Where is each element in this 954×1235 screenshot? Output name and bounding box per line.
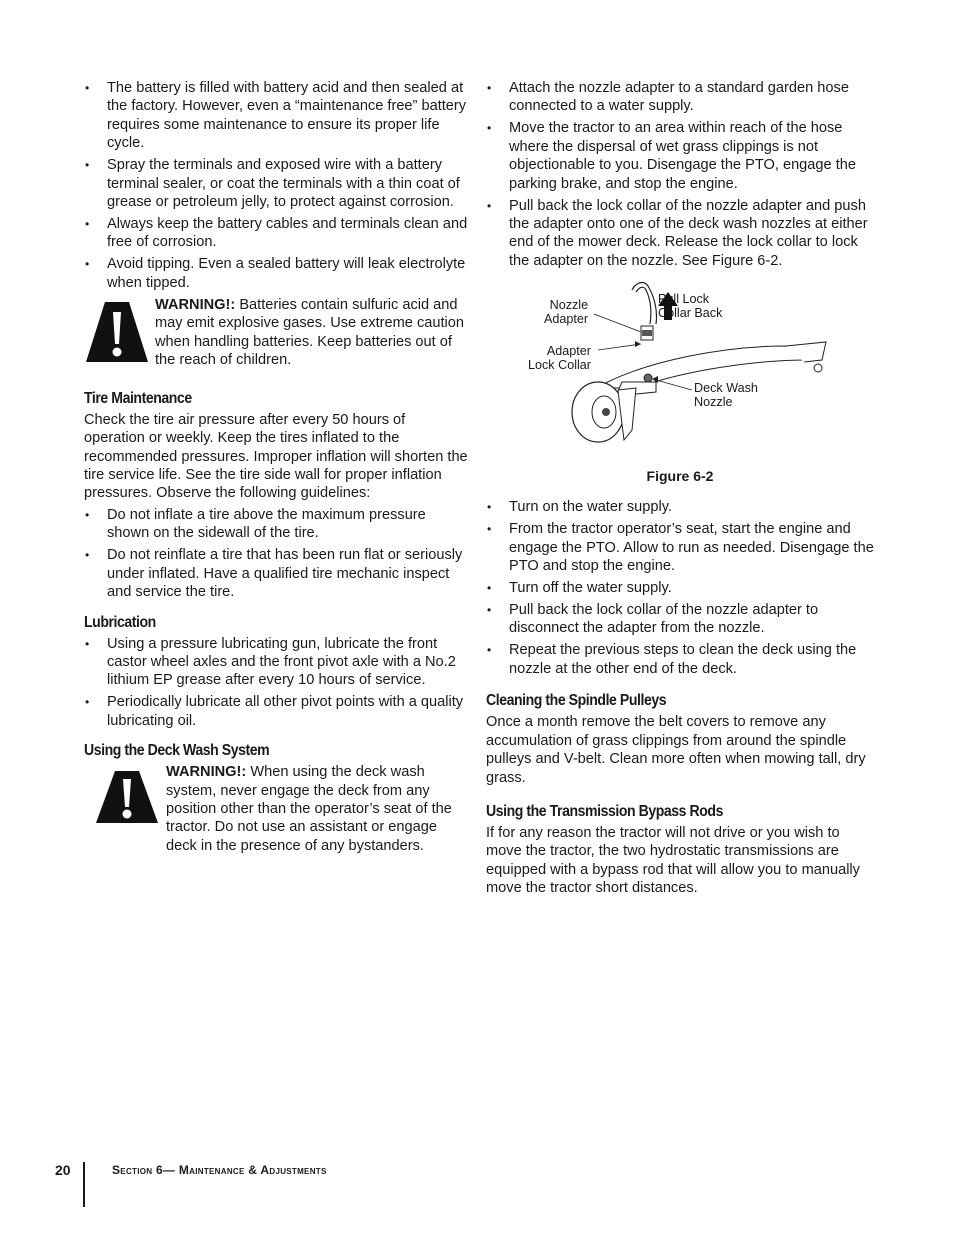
list-item: • Repeat the previous steps to clean the deck using the nozzle at the other end of the deck. xyxy=(486,641,874,678)
deck-wash-steps-top xyxy=(486,79,874,270)
warning-label: WARNING!: xyxy=(166,764,247,781)
label-nozzle-adapter: Nozzle Adapter xyxy=(544,298,589,327)
list-item: • Attach the nozzle adapter to a standard garden hose connected to a water supply. xyxy=(486,79,874,116)
label-deck-wash-nozzle: Deck Wash Nozzle xyxy=(694,381,758,410)
spindle-heading: Cleaning the Spindle Pulleys xyxy=(486,692,667,710)
label-pull-lock: Pull Lock Collar Back xyxy=(658,292,723,321)
figure-caption: Figure 6-2 xyxy=(646,468,714,485)
lubrication-heading: Lubrication xyxy=(84,613,156,631)
right-column xyxy=(486,79,874,898)
left-column xyxy=(84,79,470,855)
lubrication-bullet-list xyxy=(84,635,470,731)
footer-divider xyxy=(83,1162,85,1207)
list-item: • Spray the terminals and exposed wire with a battery terminal sealer, or coat the terminals with a thin coat of grease or petroleum jelly, to protect against corrosion. xyxy=(84,156,470,211)
warning-body: Batteries contain sulfuric acid and may emit explosive gases. Use extreme caution when handling batteries. Keep batteries out of the reach of children. xyxy=(155,296,465,369)
page-number: 20 xyxy=(55,1162,71,1178)
list-item: • Do not inflate a tire above the maximum pressure shown on the sidewall of the tire. xyxy=(84,506,470,543)
warning-icon xyxy=(94,769,160,825)
tire-heading: Tire Maintenance xyxy=(84,389,192,407)
bypass-heading: Using the Transmission Bypass Rods xyxy=(486,802,723,820)
battery-bullet-list xyxy=(84,79,470,292)
list-item: • Pull back the lock collar of the nozzle adapter to disconnect the adapter from the nozzle. xyxy=(486,601,874,638)
deck-wash-heading: Using the Deck Wash System xyxy=(84,742,270,760)
warning-text xyxy=(155,296,470,370)
figure-6-2 xyxy=(486,280,874,452)
list-item: • From the tractor operator’s seat, start the engine and engage the PTO. Allow to run as needed. Disengage the PTO and stop the engine. xyxy=(486,520,874,575)
warning-label: WARNING!: xyxy=(155,296,236,313)
deck-wash-steps-bottom xyxy=(486,498,874,678)
spindle-paragraph: Once a month remove the belt covers to remove any accumulation of grass clippings from around the spindle pulleys and V-belt. Clean more often when mowing tall, dry grass. xyxy=(486,714,866,786)
list-item: • Move the tractor to an area within reach of the hose where the dispersal of wet grass clippings is not objectionable to you. Disengage the PTO, engage the parking brake, and stop the engine. xyxy=(486,119,874,193)
tire-bullet-list xyxy=(84,506,470,602)
list-item: • Periodically lubricate all other pivot points with a quality lubricating oil. xyxy=(84,693,470,730)
list-item: • The battery is filled with battery acid and then sealed at the factory. However, even a “maintenance free” battery requires some maintenance to ensure its proper life cycle. xyxy=(84,79,470,153)
list-item: • Avoid tipping. Even a sealed battery will leak electrolyte when tipped. xyxy=(84,255,470,292)
tire-paragraph: Check the tire air pressure after every 50 hours of operation or weekly. Keep the tires inflated to the recommended pressures. Improper inflation will shorten the tire service life. See the tire side wall for proper inflation pressures. Observe the following guidelines: xyxy=(84,411,468,502)
section-title: Section 6— Maintenance & Adjustments xyxy=(112,1163,327,1177)
bypass-paragraph: If for any reason the tractor will not drive or you wish to move the tractor, the two hydrostatic transmissions are equipped with a bypass rod that will allow you to manually move the tractor short distances. xyxy=(486,824,860,897)
warning-text xyxy=(166,763,470,855)
list-item: • Pull back the lock collar of the nozzle adapter and push the adapter onto one of the deck wash nozzles at either end of the mower deck. Release the lock collar to lock the adapter on the nozzle. See Figure 6-2. xyxy=(486,197,874,271)
warning-body: When using the deck wash system, never engage the deck from any position other than the operator’s seat of the tractor. Do not use an assistant or engage deck in the presence of any bystanders. xyxy=(166,764,452,854)
list-item: • Do not reinflate a tire that has been run flat or seriously under inflated. Have a qualified tire mechanic inspect and service the tire. xyxy=(84,546,470,601)
list-item: • Always keep the battery cables and terminals clean and free of corrosion. xyxy=(84,215,470,252)
warning-icon xyxy=(84,300,150,364)
battery-warning xyxy=(84,296,470,374)
label-adapter-lock-collar: Adapter Lock Collar xyxy=(528,344,591,373)
list-item: • Using a pressure lubricating gun, lubricate the front castor wheel axles and the front pivot axle with a No.2 lithium EP grease after every 10 hours of service. xyxy=(84,635,470,690)
list-item: • Turn off the water supply. xyxy=(486,579,874,597)
list-item: • Turn on the water supply. xyxy=(486,498,874,516)
deck-wash-warning xyxy=(84,763,470,855)
